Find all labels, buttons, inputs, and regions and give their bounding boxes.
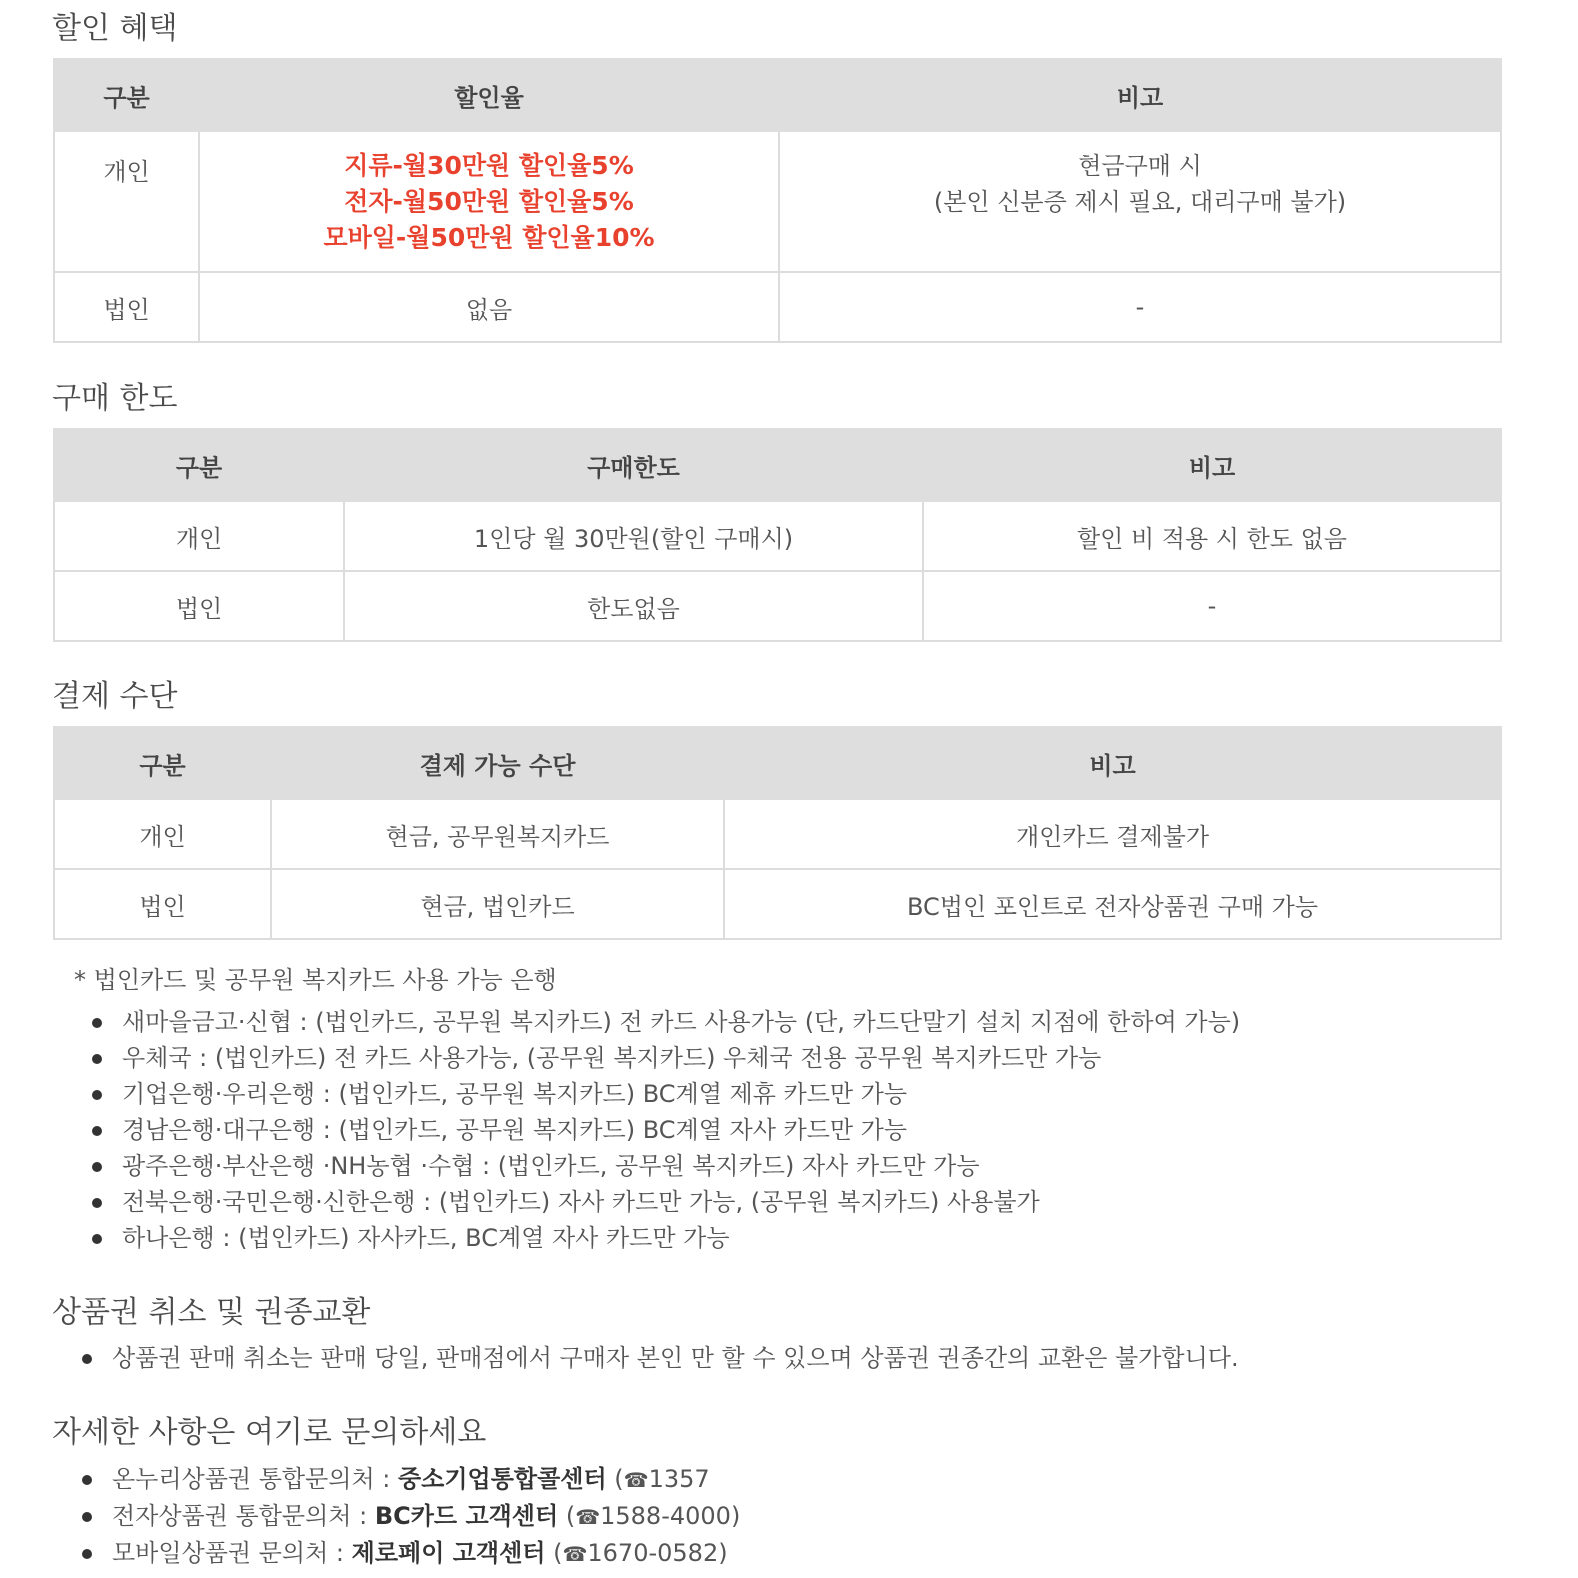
list-item: 기업은행·우리은행 : (법인카드, 공무원 복지카드) BC계열 제휴 카드만 가능: [92, 1076, 1240, 1112]
table-header-row: [54, 59, 1501, 131]
column-header: 구분: [54, 429, 344, 501]
contact-label: 온누리상품권 통합문의처 :: [112, 1465, 398, 1493]
list-item: 새마을금고·신협 : (법인카드, 공무원 복지카드) 전 카드 사용가능 (단, 카드단말기 설치 지점에 한하여 가능): [92, 1004, 1240, 1040]
note-text: 현금구매 시: [1078, 152, 1202, 180]
column-header: 구분: [54, 59, 199, 131]
limit-table: [53, 428, 1502, 642]
discount-section-title: 할인 혜택: [52, 11, 178, 46]
phone-number: 1357: [648, 1465, 710, 1493]
table-row: [54, 869, 1501, 939]
column-header: 구분: [54, 727, 271, 799]
contact-item: 온누리상품권 통합문의처 : 중소기업통합콜센터 (☎1357: [82, 1461, 740, 1498]
list-item: 우체국 : (법인카드) 전 카드 사용가능, (공무원 복지카드) 우체국 전용 공무원 복지카드만 가능: [92, 1040, 1240, 1076]
purchase-limit: 한도없음: [344, 571, 923, 641]
row-type: 개인: [54, 799, 271, 869]
row-type: 법인: [54, 571, 344, 641]
note-text: (본인 신분증 제시 필요, 대리구매 불가): [933, 188, 1347, 216]
cancel-section-title: 상품권 취소 및 권종교환: [52, 1295, 371, 1330]
discount-rate: 없음: [199, 272, 779, 342]
discount-rate-mobile: 모바일-월50만원 할인율10%: [323, 223, 655, 252]
column-header: 할인율: [199, 59, 779, 131]
discount-rate-cell: [199, 131, 779, 272]
cancel-list: [82, 1340, 1239, 1376]
table-row: [54, 799, 1501, 869]
contact-label: 모바일상품권 문의처 :: [112, 1539, 352, 1567]
payment-method: 현금, 공무원복지카드: [271, 799, 724, 869]
column-header: 결제 가능 수단: [271, 727, 724, 799]
contact-section-title: 자세한 사항은 여기로 문의하세요: [52, 1415, 487, 1450]
phone-number: 1670-0582: [587, 1539, 719, 1567]
discount-rate-electronic: 전자-월50만원 할인율5%: [344, 187, 634, 216]
table-header-row: [54, 429, 1501, 501]
list-item: 광주은행·부산은행 ·NH농협 ·수협 : (법인카드, 공무원 복지카드) 자사 카드만 가능: [92, 1148, 1240, 1184]
row-type: 개인: [54, 131, 199, 272]
contact-item: 모바일상품권 문의처 : 제로페이 고객센터 (☎1670-0582): [82, 1535, 740, 1572]
column-header: 구매한도: [344, 429, 923, 501]
contact-list: [82, 1461, 740, 1572]
payment-table: [53, 726, 1502, 940]
list-item: 경남은행·대구은행 : (법인카드, 공무원 복지카드) BC계열 자사 카드만 가능: [92, 1112, 1240, 1148]
note-text: BC법인 포인트로 전자상품권 구매 가능: [724, 869, 1501, 939]
list-item: 하나은행 : (법인카드) 자사카드, BC계열 자사 카드만 가능: [92, 1220, 1240, 1256]
contact-center: 중소기업통합콜센터: [398, 1465, 607, 1493]
note-text: 개인카드 결제불가: [724, 799, 1501, 869]
phone-icon: ☎: [562, 1542, 588, 1566]
list-item: 상품권 판매 취소는 판매 당일, 판매점에서 구매자 본인 만 할 수 있으며 상품권 권종간의 교환은 불가합니다.: [82, 1340, 1239, 1376]
limit-section-title: 구매 한도: [52, 381, 178, 416]
note-text: -: [923, 571, 1501, 641]
row-type: 개인: [54, 501, 344, 571]
table-row: [54, 272, 1501, 342]
contact-center: BC카드 고객센터: [374, 1502, 559, 1530]
phone-icon: ☎: [623, 1468, 649, 1492]
list-item: 전북은행·국민은행·신한은행 : (법인카드) 자사 카드만 가능, (공무원 복지카드) 사용불가: [92, 1184, 1240, 1220]
bank-list-heading: * 법인카드 및 공무원 복지카드 사용 가능 은행: [74, 966, 557, 994]
column-header: 비고: [923, 429, 1501, 501]
row-type: 법인: [54, 869, 271, 939]
discount-rate-paper: 지류-월30만원 할인율5%: [344, 151, 634, 180]
table-row: [54, 131, 1501, 272]
payment-section-title: 결제 수단: [52, 679, 178, 714]
contact-center: 제로페이 고객센터: [351, 1539, 546, 1567]
row-type: 법인: [54, 272, 199, 342]
contact-label: 전자상품권 통합문의처 :: [112, 1502, 375, 1530]
purchase-limit: 1인당 월 30만원(할인 구매시): [344, 501, 923, 571]
column-header: 비고: [779, 59, 1501, 131]
payment-method: 현금, 법인카드: [271, 869, 724, 939]
phone-number: 1588-4000: [600, 1502, 731, 1530]
note-text: -: [779, 272, 1501, 342]
phone-icon: ☎: [575, 1505, 601, 1529]
table-row: [54, 571, 1501, 641]
table-row: [54, 501, 1501, 571]
discount-table: [53, 58, 1502, 343]
contact-item: 전자상품권 통합문의처 : BC카드 고객센터 (☎1588-4000): [82, 1498, 740, 1535]
note-text: 할인 비 적용 시 한도 없음: [923, 501, 1501, 571]
note-cell: [779, 131, 1501, 272]
table-header-row: [54, 727, 1501, 799]
bank-list: [92, 1004, 1240, 1256]
column-header: 비고: [724, 727, 1501, 799]
